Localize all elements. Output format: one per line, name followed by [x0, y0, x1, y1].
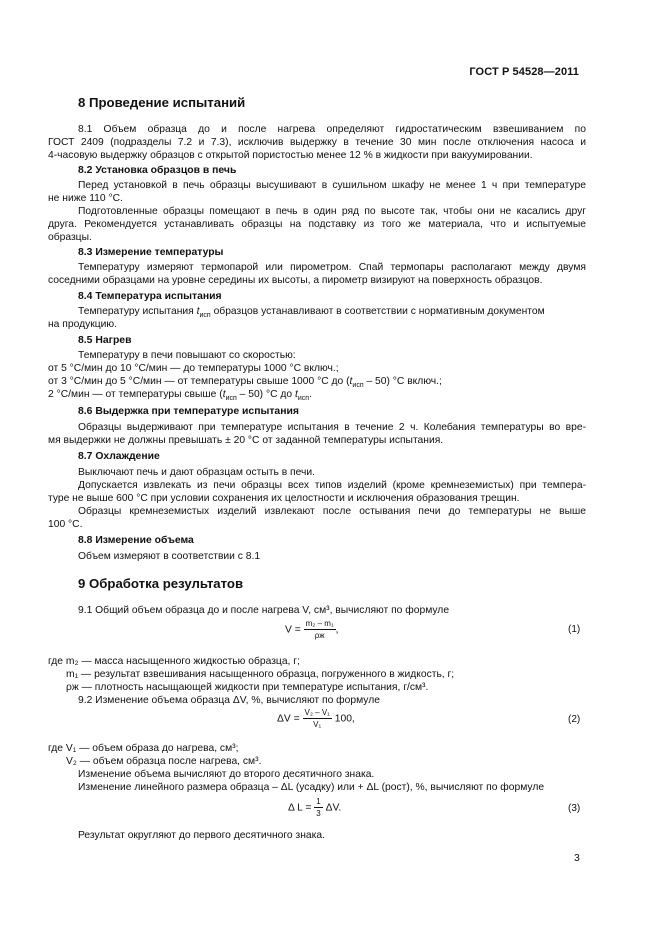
section-8-7-title: 8.7 Охлаждение	[78, 451, 160, 462]
paragraph-8-6-line: Образцы выдерживают при температуре испытания в течение 2 ч. Колебания температуры во вре-	[78, 422, 586, 433]
paragraph-9-2-line: Изменение объема вычисляют до второго десятичного знака.	[78, 769, 375, 780]
formula-2	[277, 708, 355, 730]
paragraph-8-2-line: образцы.	[48, 232, 92, 243]
numerator: 1	[316, 797, 321, 806]
formula-1	[285, 619, 339, 641]
text: образцов устанавливают в соответствии с нормативным документом	[210, 306, 545, 317]
formula-3	[288, 797, 341, 819]
formula-tail: 100,	[334, 713, 355, 725]
paragraph-8-7-line: Образцы кремнеземистых изделий извлекают после остывания печи до температуры не выше	[78, 506, 586, 517]
paragraph-8-7-line: Допускается извлекать из печи образцы всех типов изделий (кроме кремнеземистых) при темпера-	[78, 480, 586, 491]
subscript: исп	[199, 312, 211, 320]
paragraph-8-2-line: Перед установкой в печь образцы высушивают в сушильном шкафу не менее 1 ч при температуре	[78, 180, 586, 191]
section-8-6-title: 8.6 Выдержка при температуре испытания	[78, 406, 299, 417]
fraction	[303, 708, 332, 730]
paragraph-8-2-line: не ниже 110 °С.	[48, 193, 123, 204]
paragraph-8-4-line: на продукцию.	[48, 319, 117, 330]
legend-line: где V₁ — объем образа до нагрева, см³;	[48, 743, 239, 754]
denominator: 3	[316, 809, 321, 818]
section-8-3-title: 8.3 Измерение температуры	[78, 247, 224, 258]
equation-number: (1)	[568, 624, 581, 635]
formula-lhs: V =	[285, 624, 301, 636]
paragraph-8-7-line: Выключают печь и дают образцам остыть в печи.	[78, 467, 315, 478]
legend-line: V₂ — объем образца после нагрева, см³.	[66, 756, 262, 767]
paragraph-8-5-line: Температуру в печи повышают со скоростью:	[78, 350, 296, 361]
paragraph-8-1-line: 4-часовую выдержку образцов с открытой пористостью менее 12 % в жидкости при вакуумировании.	[48, 150, 533, 161]
text: – 50) °С включ.;	[363, 376, 442, 387]
symbol: t	[349, 376, 353, 387]
numerator: m₂ – m₁	[305, 619, 334, 628]
page-number: 3	[574, 852, 580, 864]
paragraph-8-3-line: соседними образцами на уровне середины их высоты, а пирометр визируют на поверхность образцов.	[48, 275, 543, 286]
paragraph-8-3-line: Температуру измеряют термопарой или пирометром. Спай термопары располагают между двумя	[78, 262, 586, 273]
text: 2 °С/мин — от температуры свыше (	[48, 389, 223, 400]
legend-line: где m₂ — масса насыщенного жидкостью образца, г;	[48, 656, 300, 667]
paragraph-8-7-line: 100 °С.	[48, 519, 83, 530]
subscript: исп	[352, 382, 364, 390]
standard-number: ГОСТ Р 54528—2011	[469, 66, 579, 78]
paragraph-9-2-line: 9.2 Изменение объема образца ΔV, %, вычисляют по формуле	[78, 695, 380, 706]
denominator: ρж	[314, 631, 325, 640]
text: Температуру испытания	[78, 306, 197, 317]
subscript: исп	[225, 395, 237, 403]
formula-tail: ,	[335, 624, 339, 636]
paragraph-8-1-line: ГОСТ 2409 (подразделы 7.2 и 7.3), исключив выдержку в течение 30 мин после отключения насоса и	[48, 137, 586, 148]
numerator: V₂ – V₁	[304, 708, 330, 717]
legend-line: m₁ — результат взвешивания насыщенного образца, погруженного в жидкость, г;	[66, 669, 455, 680]
equation-number: (2)	[568, 714, 581, 725]
fraction	[304, 619, 336, 641]
paragraph-8-7-line: туре не выше 600 °С при условии сохранения их целостности и исключения образования трещин.	[48, 493, 520, 504]
section-8-5-title: 8.5 Нагрев	[78, 335, 132, 346]
section-8-title: 8 Проведение испытаний	[78, 95, 246, 110]
formula-lhs: Δ L =	[288, 802, 312, 814]
section-9-title: 9 Обработка результатов	[78, 576, 244, 591]
legend-line: ρж — плотность насыщающей жидкости при температуре испытания, г/см³.	[66, 682, 429, 693]
paragraph-8-5-line	[48, 389, 586, 405]
formula-tail: ΔV.	[325, 802, 342, 814]
text: .	[309, 389, 312, 400]
denominator: V₁	[313, 720, 322, 729]
section-8-8-title: 8.8 Измерение объема	[78, 535, 194, 546]
paragraph-8-1-line: 8.1 Объем образца до и после нагрева определяют гидростатическим взвешиванием по	[78, 124, 586, 135]
paragraph-8-2-line: друга. Рекомендуется устанавливать образцы на подставку из того же материала, что и испытуемые	[48, 219, 586, 230]
equation-number: (3)	[568, 803, 581, 814]
paragraph-9-2-line: Изменение линейного размера образца – ΔL (усадку) или + ΔL (рост), %, вычисляют по формуле	[78, 782, 545, 793]
text: от 3 °С/мин до 5 °С/мин — от температуры свыше 1000 °С до (	[48, 376, 350, 387]
paragraph-8-5-line: от 5 °С/мин до 10 °С/мин — до температуры 1000 °С включ.;	[48, 363, 339, 374]
paragraph-8-2-line: Подготовленные образцы помещают в печь в один ряд по высоте так, чтобы они не касались друг	[78, 206, 586, 217]
paragraph-9-1-line: 9.1 Общий объем образца до и после нагрева V, см³, вычисляют по формуле	[78, 605, 450, 616]
formula-lhs: ΔV =	[277, 713, 300, 725]
symbol: t	[196, 306, 200, 317]
section-8-2-title: 8.2 Установка образцов в печь	[78, 165, 237, 176]
paragraph-9-2-line: Результат округляют до первого десятичного знака.	[78, 830, 325, 841]
symbol: t	[294, 389, 298, 400]
paragraph-8-8-line: Объем измеряют в соответствии с 8.1	[78, 551, 261, 562]
section-8-4-title: 8.4 Температура испытания	[78, 291, 222, 302]
text: – 50) °С до	[236, 389, 295, 400]
fraction	[314, 797, 322, 819]
paragraph-8-6-line: мя выдержки не должны превышать ± 20 °С от заданной температуры испытания.	[48, 435, 444, 446]
symbol: t	[222, 389, 226, 400]
subscript: исп	[297, 395, 310, 403]
